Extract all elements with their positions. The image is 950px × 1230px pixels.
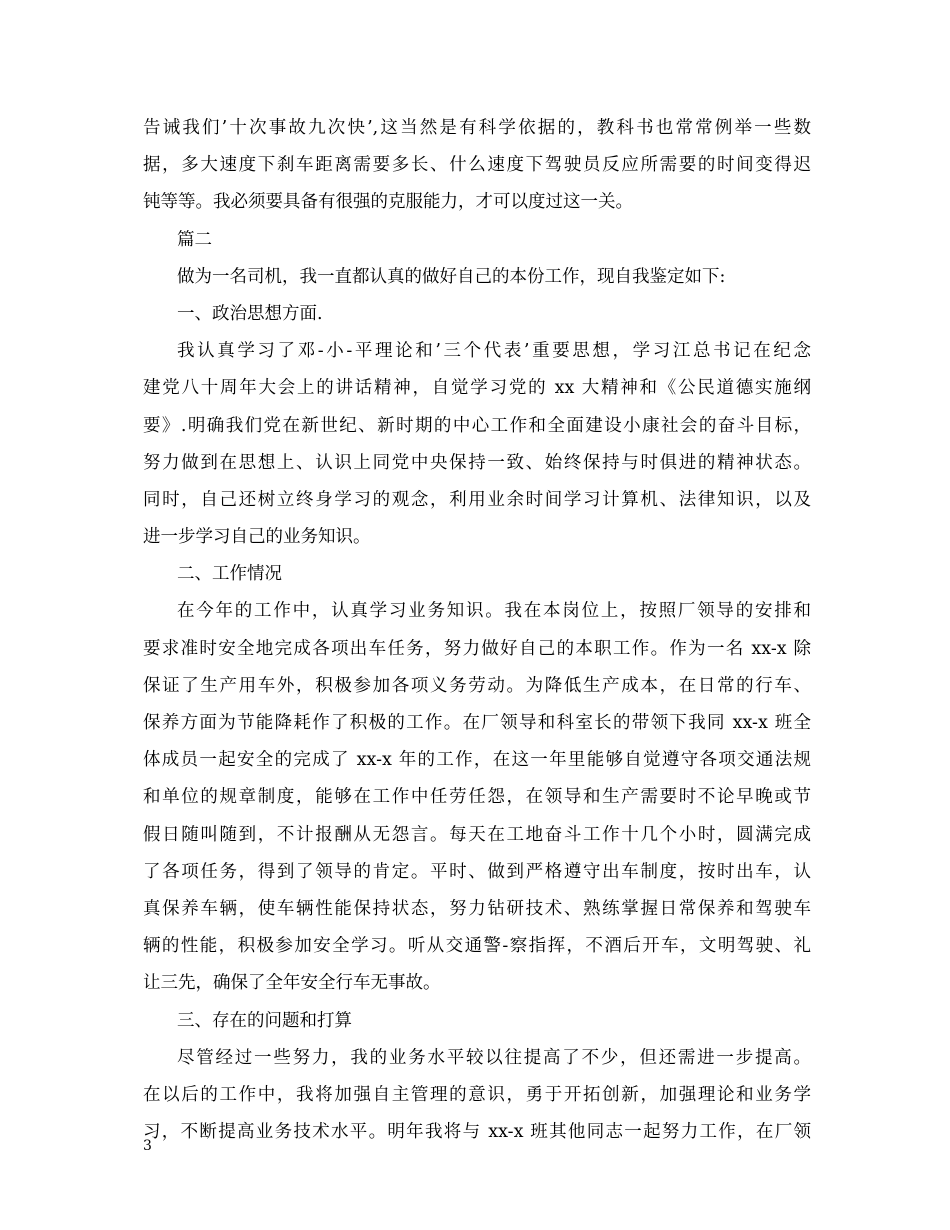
text-line: 二、工作情况 (177, 564, 282, 585)
text-line: 据，多大速度下刹车距离需要多长、什么速度下驾驶员反应所需要的时间变得迟 (143, 155, 811, 176)
text-line: 习，不断提高业务技术水平。明年我将与 xx-x 班其他同志一起努力工作，在厂领 (143, 1122, 811, 1143)
text-line: 和单位的规章制度，能够在工作中任劳任怨，在领导和生产需要时不论早晚或节 (143, 787, 811, 808)
text-line: 让三先，确保了全年安全行车无事故。 (143, 973, 441, 994)
text-line: 在以后的工作中，我将加强自主管理的意识，勇于开拓创新，加强理论和业务学 (143, 1084, 811, 1105)
text-line: 保养方面为节能降耗作了积极的工作。在厂领导和科室长的带领下我同 xx-x 班全 (143, 713, 811, 733)
document-body (143, 110, 811, 1151)
text-line: 做为一名司机，我一直都认真的做好自己的本份工作，现自我鉴定如下: (177, 266, 726, 287)
text-line: 假日随叫随到，不计报酬从无怨言。每天在工地奋斗工作十几个小时，圆满完成 (143, 824, 811, 845)
text-line: 进一步学习自己的业务知识。 (143, 527, 371, 548)
page-number: 3 (143, 1138, 152, 1154)
text-line: 辆的性能，积极参加安全学习。听从交通警-察指挥，不酒后开车，文明驾驶、礼 (143, 936, 811, 957)
text-line: 钝等等。我必须要具备有很强的克服能力，才可以度过这一关。 (143, 192, 633, 213)
text-line: 要》.明确我们党在新世纪、新时期的中心工作和全面建设小康社会的奋斗目标， (143, 415, 811, 436)
text-line: 了各项任务，得到了领导的肯定。平时、做到严格遵守出车制度，按时出车，认 (143, 861, 811, 882)
text-line: 要求准时安全地完成各项出车任务，努力做好自己的本职工作。作为一名 xx-x 除 (143, 638, 811, 659)
text-line: 三、存在的问题和打算 (177, 1010, 352, 1031)
text-line: 我认真学习了邓-小-平理论和’三个代表’重要思想，学习江总书记在纪念 (177, 341, 811, 362)
text-line: 保证了生产用车外，积极参加各项义务劳动。为降低生产成本，在日常的行车、 (143, 675, 811, 696)
text-line: 建党八十周年大会上的讲话精神，自觉学习党的 xx 大精神和《公民道德实施纲 (143, 378, 811, 399)
text-line: 尽管经过一些努力，我的业务水平较以往提高了不少，但还需进一步提高。 (177, 1047, 811, 1068)
text-line: 真保养车辆，使车辆性能保持状态，努力钻研技术、熟练掌握日常保养和驾驶车 (143, 898, 811, 919)
text-line: 篇二 (177, 229, 212, 250)
text-line: 同时，自己还树立终身学习的观念，利用业余时间学习计算机、法律知识，以及 (143, 489, 811, 510)
text-line: 告诫我们’十次事故九次快’,这当然是有科学依据的，教科书也常常例举一些数 (143, 118, 811, 138)
text-line: 在今年的工作中，认真学习业务知识。我在本岗位上，按照厂领导的安排和 (177, 601, 811, 622)
text-line: 努力做到在思想上、认识上同党中央保持一致、始终保持与时俱进的精神状态。 (143, 452, 811, 473)
text-line: 体成员一起安全的完成了 xx-x 年的工作，在这一年里能够自觉遵守各项交通法规 (143, 750, 811, 771)
text-line: 一、政治思想方面. (177, 303, 323, 324)
